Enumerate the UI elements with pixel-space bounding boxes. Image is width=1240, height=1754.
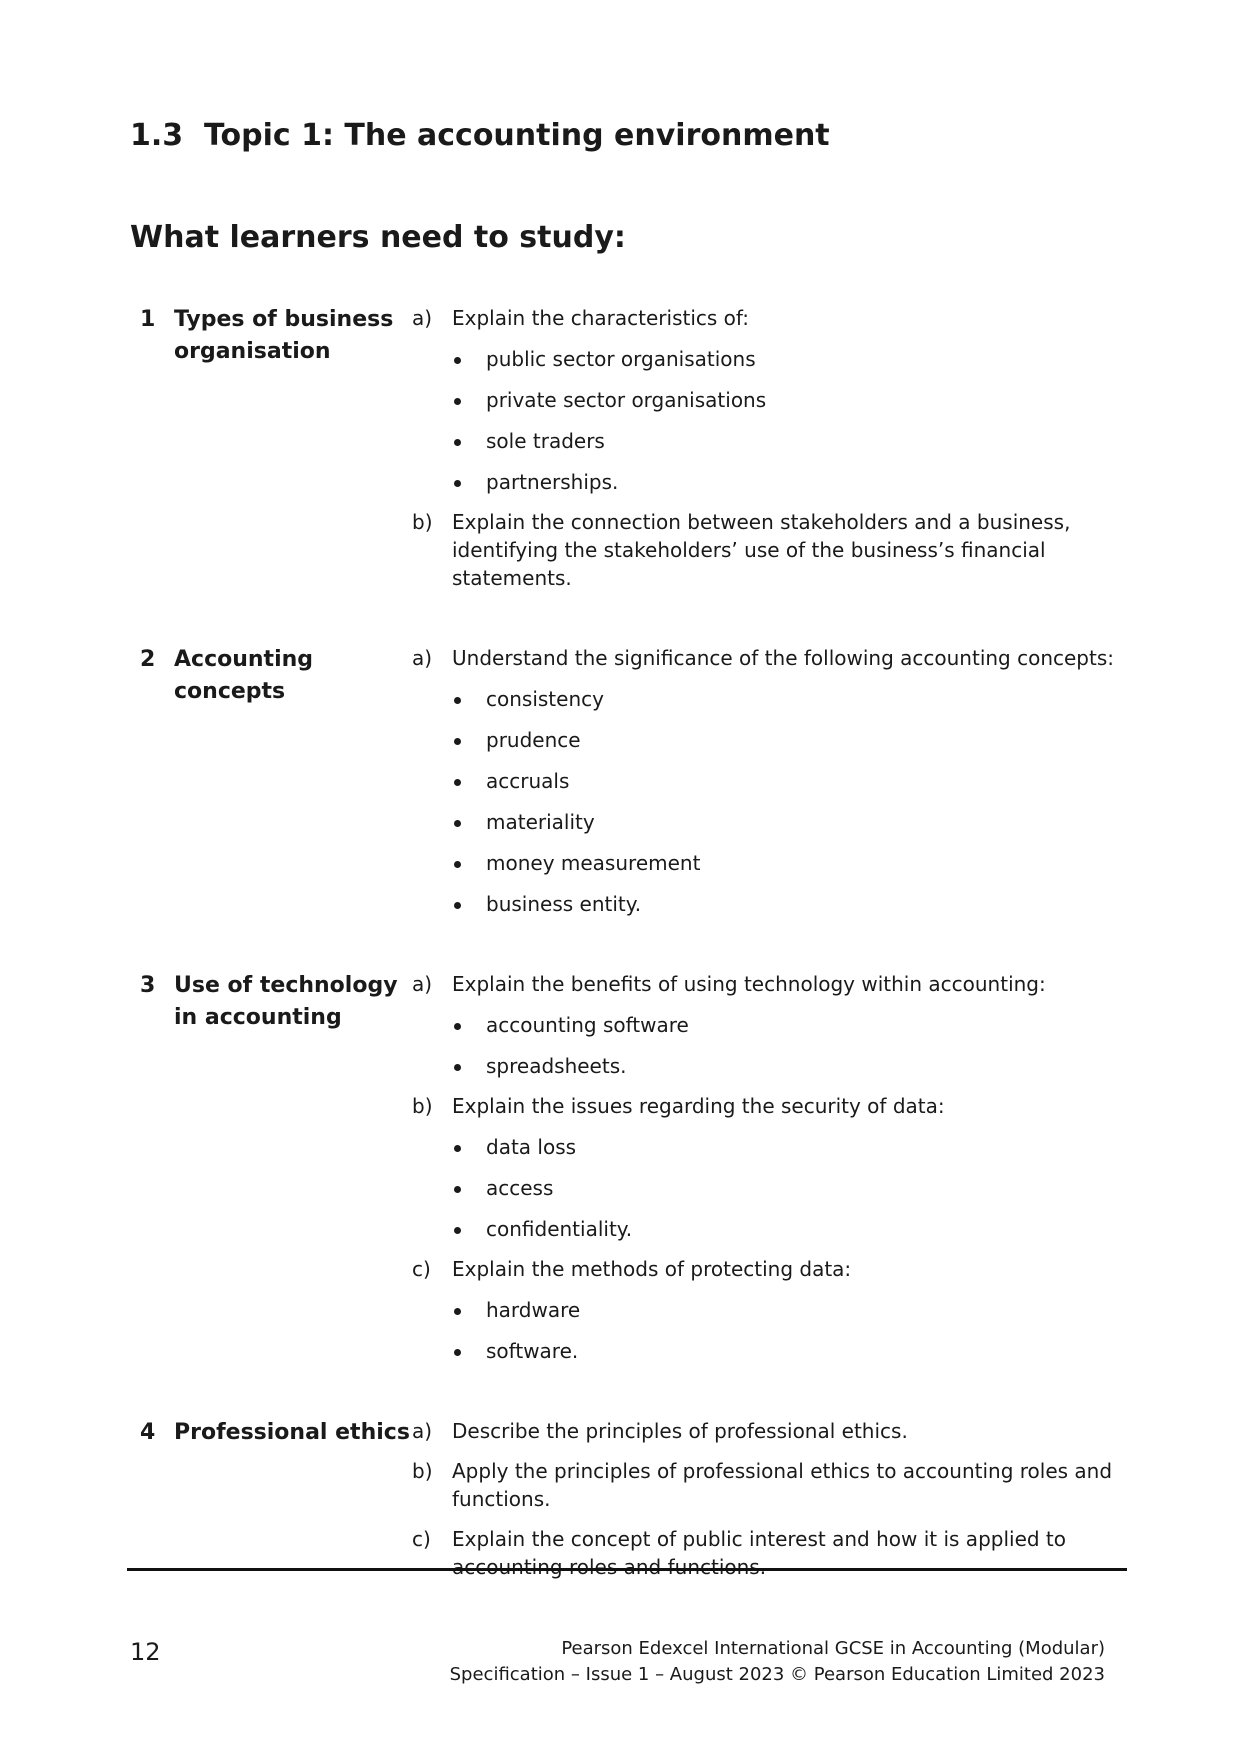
objective-letter: a) xyxy=(412,972,433,996)
bullet-item: spreadsheets. xyxy=(452,1052,1140,1080)
topic-number: 1 xyxy=(140,307,156,332)
objectives-list xyxy=(412,644,1140,930)
footer-line-1: Pearson Edexcel International GCSE in Accounting (Modular) xyxy=(561,1638,1105,1659)
objective-letter: a) xyxy=(412,646,433,670)
objective-body xyxy=(452,1092,1140,1243)
topic-number: 4 xyxy=(140,1420,156,1445)
objective-item xyxy=(412,508,1140,592)
objective-item xyxy=(412,1457,1140,1513)
bullet-item: prudence xyxy=(452,726,1140,754)
objectives-list xyxy=(412,1417,1140,1593)
page-number: 12 xyxy=(130,1638,161,1666)
objective-body xyxy=(452,1255,1140,1365)
objective-item xyxy=(412,1417,1140,1445)
objectives-list xyxy=(412,304,1140,604)
bullet-item: accruals xyxy=(452,767,1140,795)
objective-item xyxy=(412,304,1140,496)
objective-text: Apply the principles of professional ethics to accounting roles and functions. xyxy=(452,1459,1113,1511)
bullet-item: materiality xyxy=(452,808,1140,836)
topic-title: Types of business organisation xyxy=(174,307,394,364)
bullet-item: public sector organisations xyxy=(452,345,1140,373)
bullet-list xyxy=(452,685,1140,918)
topic-row xyxy=(130,1417,1140,1593)
bullet-item: software. xyxy=(452,1337,1140,1365)
topic-number: 3 xyxy=(140,973,156,998)
bullet-item: data loss xyxy=(452,1133,1140,1161)
objective-text: Explain the benefits of using technology within accounting: xyxy=(452,972,1046,996)
topic-title: Accounting concepts xyxy=(174,647,314,704)
objective-text: Explain the connection between stakeholders and a business, identifying the stakeholders’ use of the business’s financial statements. xyxy=(452,510,1071,590)
objective-text: Explain the concept of public interest and how it is applied to accounting roles and functions. xyxy=(452,1527,1067,1579)
topic-title: Professional ethics xyxy=(174,1420,410,1445)
topic-row xyxy=(130,304,1140,604)
objective-text: Understand the significance of the following accounting concepts: xyxy=(452,646,1115,670)
objectives-list xyxy=(412,970,1140,1377)
objective-body xyxy=(452,1417,1140,1445)
objective-letter: b) xyxy=(412,1459,433,1483)
footer-text xyxy=(450,1636,1105,1688)
objective-letter: c) xyxy=(412,1257,431,1281)
bullet-item: private sector organisations xyxy=(452,386,1140,414)
objective-body xyxy=(452,304,1140,496)
topic-row xyxy=(130,644,1140,930)
objective-item xyxy=(412,1525,1140,1581)
topic-row xyxy=(130,970,1140,1377)
objective-item xyxy=(412,970,1140,1080)
bullet-item: hardware xyxy=(452,1296,1140,1324)
objective-letter: a) xyxy=(412,1419,433,1443)
bullet-item: business entity. xyxy=(452,890,1140,918)
footer-divider xyxy=(127,1568,1127,1571)
bullet-item: confidentiality. xyxy=(452,1215,1140,1243)
objective-body xyxy=(452,1525,1140,1581)
bullet-list xyxy=(452,345,1140,496)
bullet-list xyxy=(452,1011,1140,1080)
objective-text: Explain the issues regarding the security of data: xyxy=(452,1094,945,1118)
objective-item xyxy=(412,1092,1140,1243)
section-number: 1.3 xyxy=(130,118,184,153)
objective-body xyxy=(452,508,1140,592)
bullet-item: consistency xyxy=(452,685,1140,713)
objective-body xyxy=(452,1457,1140,1513)
objective-item xyxy=(412,644,1140,918)
objective-letter: b) xyxy=(412,510,433,534)
objective-item xyxy=(412,1255,1140,1365)
objective-text: Explain the characteristics of: xyxy=(452,306,749,330)
bullet-list xyxy=(452,1133,1140,1243)
bullet-list xyxy=(452,1296,1140,1365)
bullet-item: accounting software xyxy=(452,1011,1140,1039)
bullet-item: partnerships. xyxy=(452,468,1140,496)
objective-body xyxy=(452,644,1140,918)
footer-line-2: Specification – Issue 1 – August 2023 © Pearson Education Limited 2023 xyxy=(449,1664,1105,1685)
bullet-item: access xyxy=(452,1174,1140,1202)
objective-body xyxy=(452,970,1140,1080)
section-title xyxy=(130,118,830,153)
objective-text: Explain the methods of protecting data: xyxy=(452,1257,852,1281)
bullet-item: money measurement xyxy=(452,849,1140,877)
bullet-item: sole traders xyxy=(452,427,1140,455)
topic-number: 2 xyxy=(140,647,156,672)
topic-title: Use of technology in accounting xyxy=(174,973,398,1030)
objective-letter: c) xyxy=(412,1527,431,1551)
section-title-text: Topic 1: The accounting environment xyxy=(204,118,830,153)
objective-letter: b) xyxy=(412,1094,433,1118)
topics-list xyxy=(130,304,1140,1633)
objective-text: Describe the principles of professional ethics. xyxy=(452,1419,908,1443)
subheading: What learners need to study: xyxy=(130,220,626,255)
objective-letter: a) xyxy=(412,306,433,330)
